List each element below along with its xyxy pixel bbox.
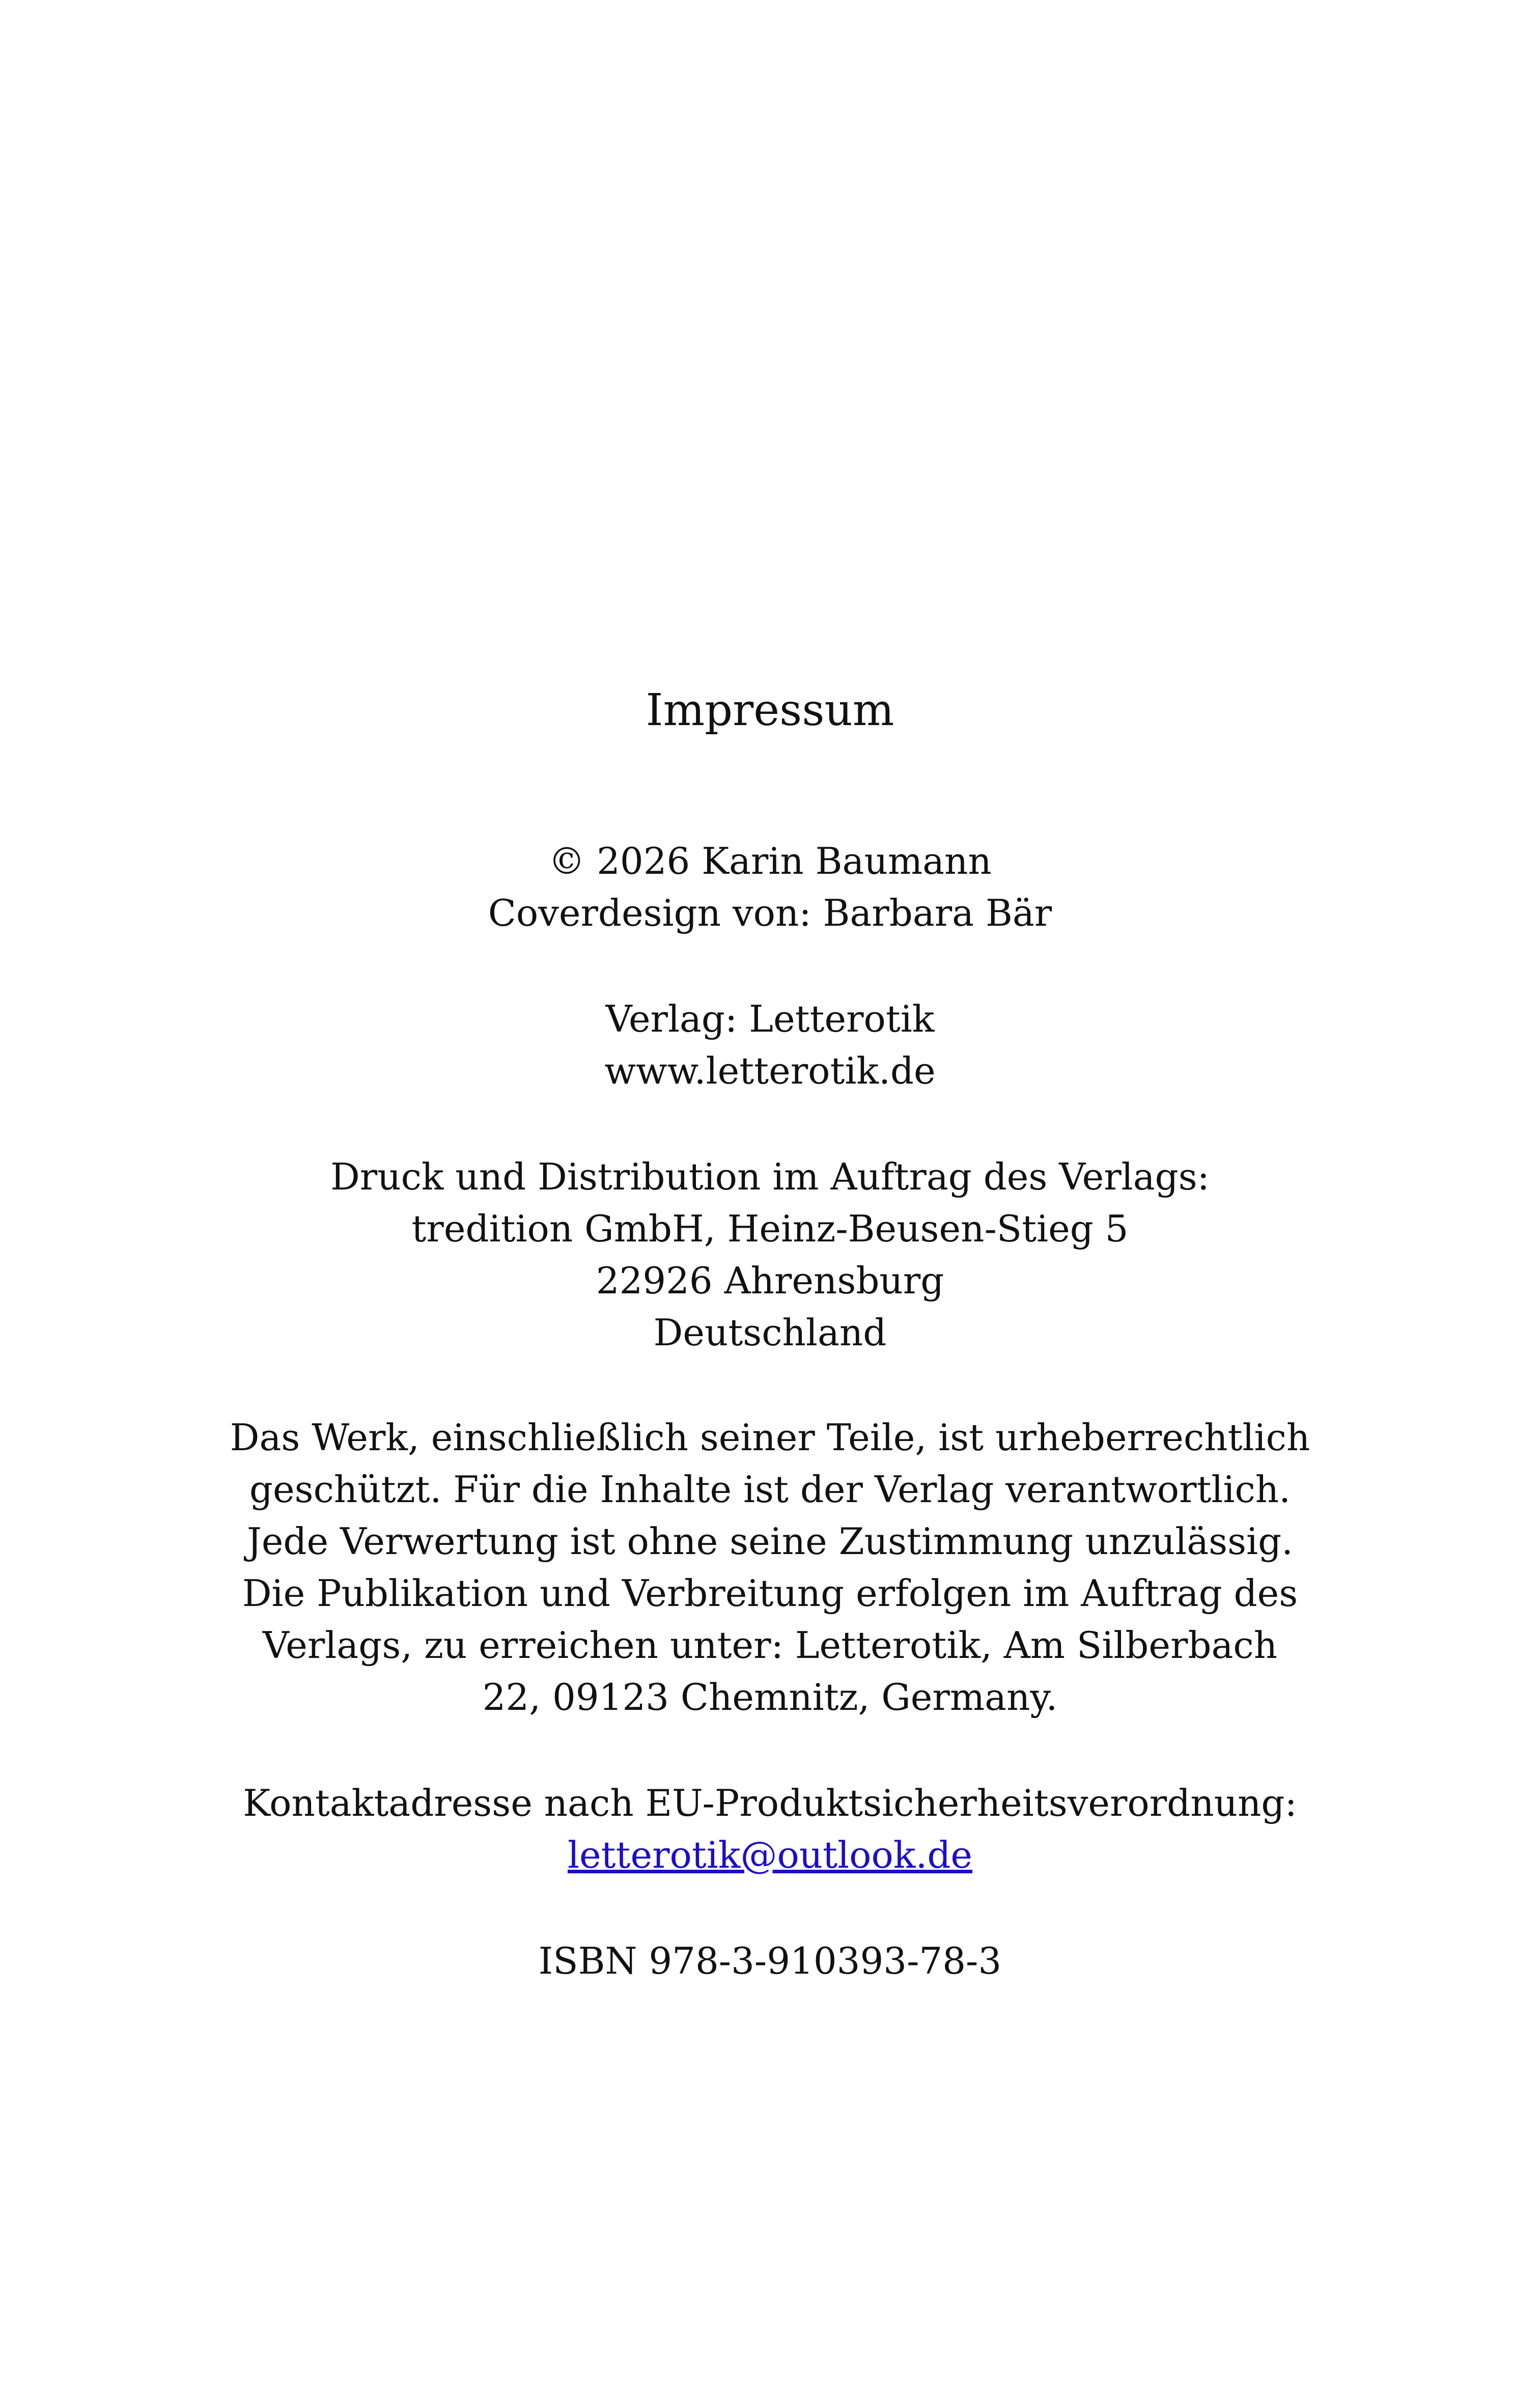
legal-notice: Das Werk, einschließlich seiner Teile, ist urheberrechtlich geschützt. Für die Inhalte ist der Verlag verantwortlich. Jede Verwertung ist ohne seine Zustimmung unzulässig. Die Publikation und Verbreitung erfolgen im Auftrag des Verlags, zu erreichen unter: Letterotik, Am Silberbach 22, 09123 Chemnitz, Germany. <box>230 1416 1310 1719</box>
copyright-line: © 2026 Karin Baumann <box>548 840 992 882</box>
cover-design-line: Coverdesign von: Barbara Bär <box>488 892 1052 934</box>
distribution-block <box>229 1151 1311 1359</box>
legal-block <box>229 1411 1311 1723</box>
publisher-name: Verlag: Letterotik <box>605 998 935 1040</box>
contact-email-link[interactable]: letterotik@outlook.de <box>567 1834 973 1876</box>
distribution-city: 22926 Ahrensburg <box>596 1259 944 1302</box>
publisher-website: www.letterotik.de <box>604 1049 936 1092</box>
copyright-block <box>229 835 1311 939</box>
distribution-company: tredition GmbH, Heinz-Beusen-Stieg 5 <box>411 1207 1129 1250</box>
publisher-block <box>229 993 1311 1097</box>
isbn-block <box>229 1935 1311 1987</box>
page-title: Impressum <box>646 685 894 736</box>
contact-block <box>229 1777 1311 1881</box>
contact-label: Kontaktadresse nach EU-Produktsicherheitsverordnung: <box>243 1782 1297 1824</box>
isbn: ISBN 978-3-910393-78-3 <box>538 1940 1002 1982</box>
distribution-heading: Druck und Distribution im Auftrag des Verlags: <box>330 1155 1210 1198</box>
distribution-country: Deutschland <box>653 1311 887 1354</box>
